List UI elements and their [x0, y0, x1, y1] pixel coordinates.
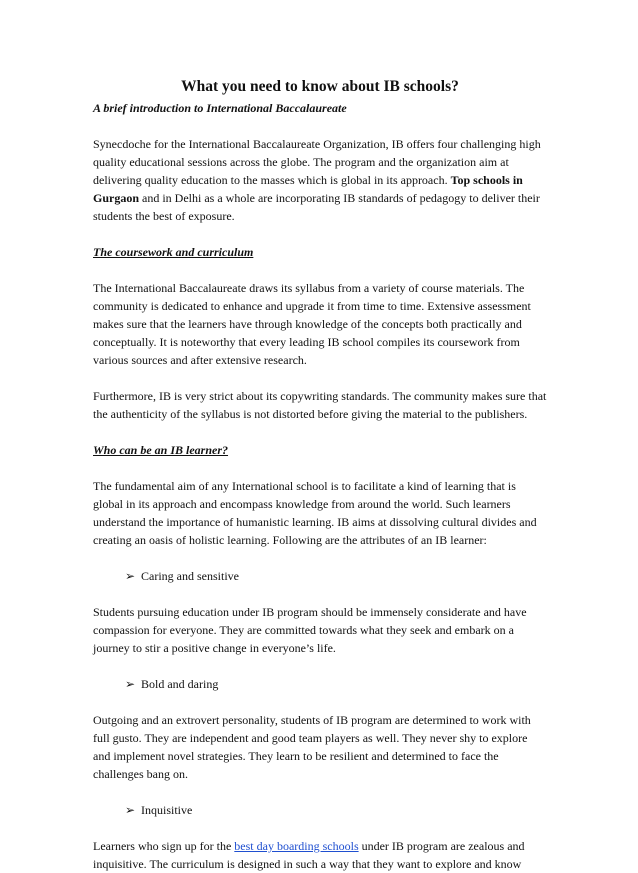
intro-heading: A brief introduction to International Baccalaureate — [93, 101, 347, 115]
arrow-bullet-icon: ➢ — [125, 803, 136, 817]
document-body — [93, 78, 547, 873]
page-title: What you need to know about IB schools? — [181, 78, 459, 95]
inquisitive-text-after: under IB program are zealous and inquisitive. The curriculum is designed in such a way that they want to explore and know — [93, 839, 525, 871]
top-schools-bold: Top schools in Gurgaon — [93, 173, 523, 205]
coursework-heading: The coursework and curriculum — [93, 245, 254, 259]
bullet-caring — [93, 567, 547, 585]
inquisitive-paragraph — [93, 837, 547, 873]
intro-text-before: Synecdoche for the International Baccalaureate Organization, IB offers four challenging high quality educational sessions across the globe. The program and the organization aim at delivering quality education to the masses which is global in its approach. — [93, 137, 541, 187]
bold-paragraph: Outgoing and an extrovert personality, students of IB program are determined to work with full gusto. They are independent and good team players as well. They never shy to explore and implement novel strategies. They learn to be resilient and determined to face the challenges bang on. — [93, 713, 531, 781]
intro-text-after: and in Delhi as a whole are incorporating IB standards of pedagogy to deliver their students the best of exposure. — [93, 191, 540, 223]
intro-paragraph — [93, 135, 547, 225]
learner-paragraph: The fundamental aim of any International school is to facilitate a kind of learning that is global in its approach and encompass knowledge from around the world. Such learners understand the importance of humanistic learning. IB aims at dissolving cultural divides and creating an oasis of holistic learning. Following are the attributes of an IB learner: — [93, 479, 537, 547]
copyright-paragraph: Furthermore, IB is very strict about its copywriting standards. The community makes sure that the authenticity of the syllabus is not distorted before giving the material to the publishers. — [93, 389, 547, 421]
bullet-label: Bold and daring — [141, 677, 219, 691]
arrow-bullet-icon: ➢ — [125, 569, 136, 583]
learner-heading: Who can be an IB learner? — [93, 443, 229, 457]
caring-paragraph: Students pursuing education under IB program should be immensely considerate and have compassion for everyone. They are committed towards what they seek and embark on a journey to stir a positive change in everyone’s life. — [93, 605, 527, 655]
coursework-paragraph: The International Baccalaureate draws its syllabus from a variety of course materials. The community is dedicated to enhance and upgrade it from time to time. Extensive assessment makes sure that the learners have through knowledge of the concepts both practically and conceptually. It is noteworthy that every leading IB school compiles its coursework from various sources and after extensive research. — [93, 281, 531, 367]
arrow-bullet-icon: ➢ — [125, 677, 136, 691]
bullet-label: Inquisitive — [141, 803, 193, 817]
inquisitive-text-before: Learners who sign up for the — [93, 839, 235, 853]
best-day-boarding-schools-link[interactable]: best day boarding schools — [234, 839, 359, 853]
bullet-inquisitive — [93, 801, 547, 819]
bullet-bold — [93, 675, 547, 693]
bullet-label: Caring and sensitive — [141, 569, 239, 583]
